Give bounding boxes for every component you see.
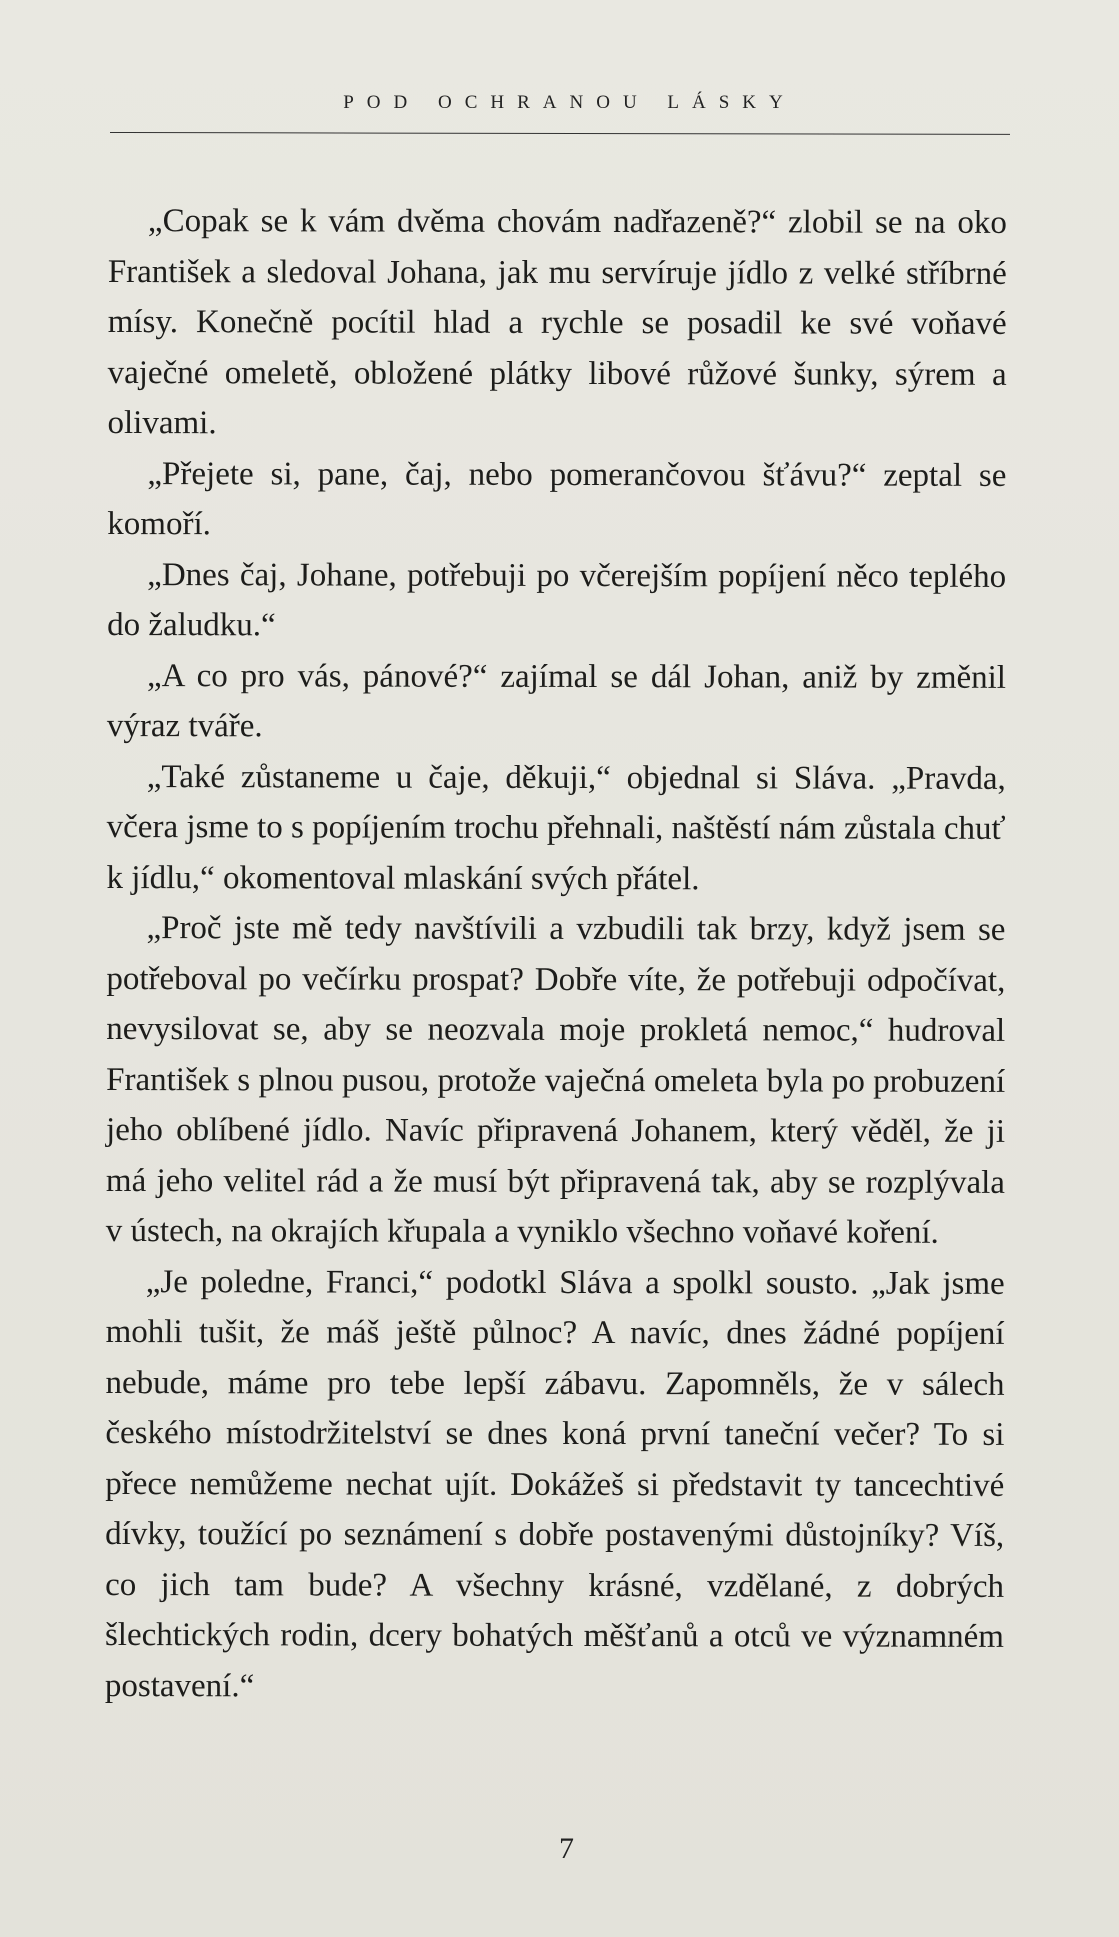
header-rule	[110, 132, 1010, 135]
running-head: POD OCHRANOU LÁSKY	[343, 92, 796, 113]
paragraph-1: „Copak se k vám dvěma chovám nadřazeně?“ zlobil se na oko František a sledoval Johana, jak mu servíruje jídlo z velké stříbrné mísy. Konečně pocítil hlad a rychle se posadil ke své voňavé vaječné omeletě, obložené plátky libové růžové šunky, sýrem a olivami.	[107, 203, 1007, 442]
paragraph-7: „Je poledne, Franci,“ podotkl Sláva a spolkl sousto. „Jak jsme mohli tušit, že máš ještě půlnoc? A navíc, dnes žádné popíjení nebude, máme pro tebe lepší zábavu. Zapomněls, že v sálech českého místodržitelství se dnes koná první taneční večer? To si přece nemůžeme nechat ujít. Dokážeš si představit ty tancechtivé dívky, toužící po seznámení s dobře postavenými důstojníky? Víš, co jich tam bude? A všechny krásné, vzdělané, z dobrých šlechtických rodin, dcery bohatých měšťanů a otců ve významném postavení.“	[104, 1263, 1005, 1704]
paragraph-3: „Dnes čaj, Johane, potřebuji po včerejším popíjení něco teplého do žaludku.“	[107, 556, 1007, 644]
paragraph-4: „A co pro vás, pánové?“ zajímal se dál Johan, aniž by změnil výraz tváře.	[106, 657, 1007, 745]
paragraph-5: „Také zůstaneme u čaje, děkuji,“ objednal si Sláva. „Pravda, včera jsme to s popíjením trochu přehnali, naštěstí nám zůstala chuť k jídlu,“ okomentoval mlaskání svých přátel.	[106, 758, 1006, 897]
page-number: 7	[559, 1832, 574, 1865]
paragraph-2: „Přejete si, pane, čaj, nebo pomerančovou šťávu?“ zeptal se komoří.	[107, 455, 1007, 543]
paragraph-6: „Proč jste mě tedy navštívili a vzbudili tak brzy, když jsem se potřeboval po večírku prospat? Dobře víte, že potřebuji odpočívat, nevysilovat se, aby se neozvala moje prokletá nemoc,“ hudroval František s plnou pusou, protože vaječná omeleta byla po probuzení jeho oblíbené jídlo. Navíc připravená Johanem, který věděl, že ji má jeho velitel rád a že musí být připravená tak, aby se rozplývala v ústech, na okrajích křupala a vyniklo všechno voňavé koření.	[105, 910, 1006, 1251]
body-text	[105, 196, 1007, 1713]
